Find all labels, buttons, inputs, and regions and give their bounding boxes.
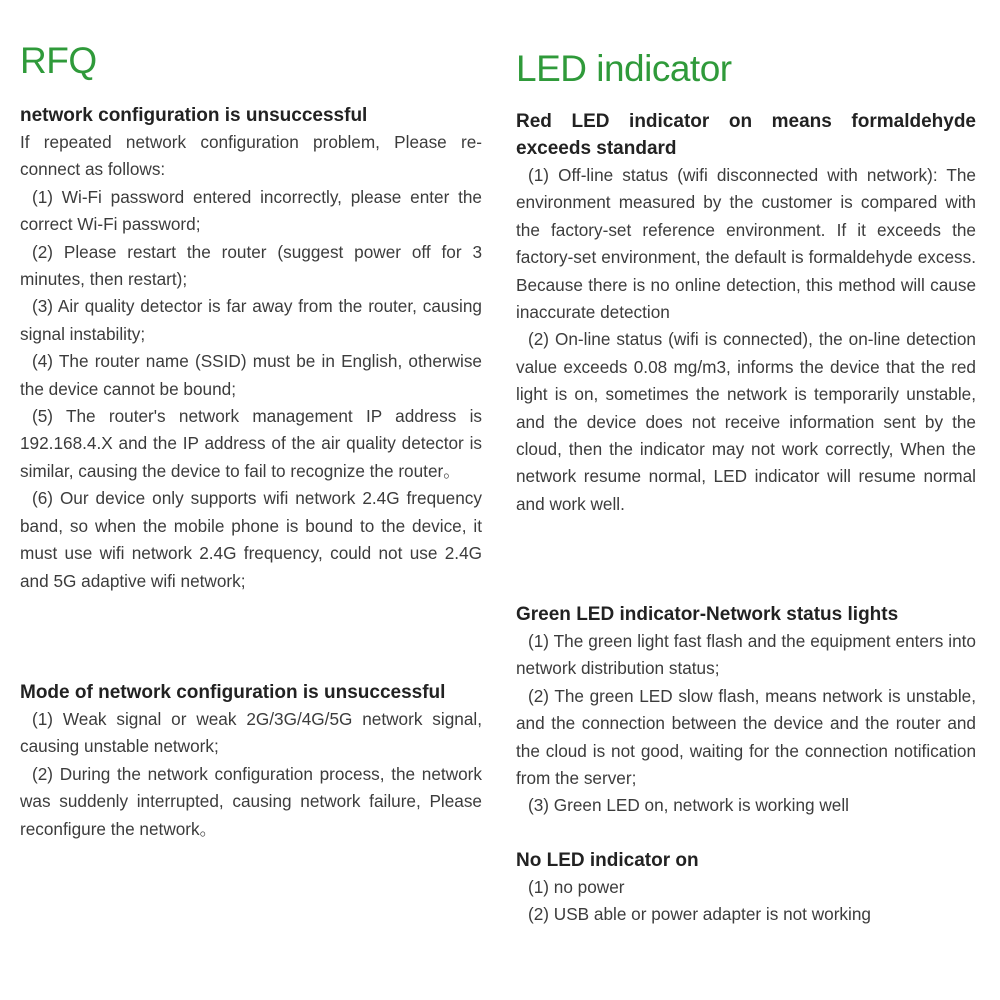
- list-item: (1) no power: [528, 877, 625, 897]
- section-heading: Green LED indicator-Network status lights: [516, 604, 899, 625]
- rfq-title: RFQ: [20, 40, 97, 81]
- section-intro: If repeated network configuration problem, Please re-connect as follows:: [20, 132, 482, 180]
- section-heading: network configuration is unsuccessful: [20, 105, 368, 126]
- mode-network-config-section: [20, 679, 482, 843]
- network-config-unsuccessful-section: [20, 102, 482, 595]
- list-item: (1) Wi-Fi password entered incorrectly, please enter the correct Wi-Fi password;: [20, 186, 482, 235]
- section-heading: Mode of network configuration is unsuccessful: [20, 682, 446, 703]
- red-led-section: [516, 108, 976, 518]
- green-led-section: [516, 601, 976, 820]
- section-heading: No LED indicator on: [516, 850, 699, 871]
- list-item: (2) On-line status (wifi is connected), the on-line detection value exceeds 0.08 mg/m3, informs the device that the red light is on, sometimes the network is temporarily unstable, and the device does not receive information sent by the cloud, then the indicator may not work correctly, When the network resume normal, LED indicator will resume normal and work well.: [516, 329, 976, 514]
- list-item: (2) USB able or power adapter is not working: [528, 904, 871, 925]
- list-item: (4) The router name (SSID) must be in English, otherwise the device cannot be bound;: [20, 351, 482, 399]
- list-item: (2) During the network configuration process, the network was suddenly interrupted, causing network failure, Please reconfigure the network。: [20, 763, 482, 839]
- list-item: (1) Off-line status (wifi disconnected with network): The environment measured by the customer is compared with the factory-set reference environment. If it exceeds the factory-set environment, the default is formaldehyde excess. Because there is no online detection, this method will cause inaccurate detection: [516, 165, 976, 323]
- section-heading: Red LED indicator on means formaldehyde exceeds standard: [516, 111, 976, 159]
- list-item: (2) Please restart the router (suggest power off for 3 minutes, then restart);: [20, 241, 482, 290]
- list-item: (6) Our device only supports wifi network 2.4G frequency band, so when the mobile phone is bound to the device, it must use wifi network 2.4G frequency, could not use 2.4G and 5G adaptive wifi network;: [20, 488, 482, 591]
- list-item: (3) Green LED on, network is working well: [528, 795, 849, 816]
- list-item: (3) Air quality detector is far away from the router, causing signal instability;: [20, 296, 482, 344]
- led-indicator-title: LED indicator: [516, 48, 732, 89]
- list-item: (1) The green light fast flash and the equipment enters into network distribution status;: [516, 631, 976, 679]
- list-item: (2) The green LED slow flash, means network is unstable, and the connection between the device and the router and the cloud is not good, waiting for the connection notification from the server;: [516, 685, 976, 789]
- list-item: (5) The router's network management IP address is 192.168.4.X and the IP address of the air quality detector is similar, causing the device to fail to recognize the router。: [20, 406, 482, 481]
- list-item: (1) Weak signal or weak 2G/3G/4G/5G network signal, causing unstable network;: [20, 709, 482, 757]
- no-led-section: [516, 847, 976, 929]
